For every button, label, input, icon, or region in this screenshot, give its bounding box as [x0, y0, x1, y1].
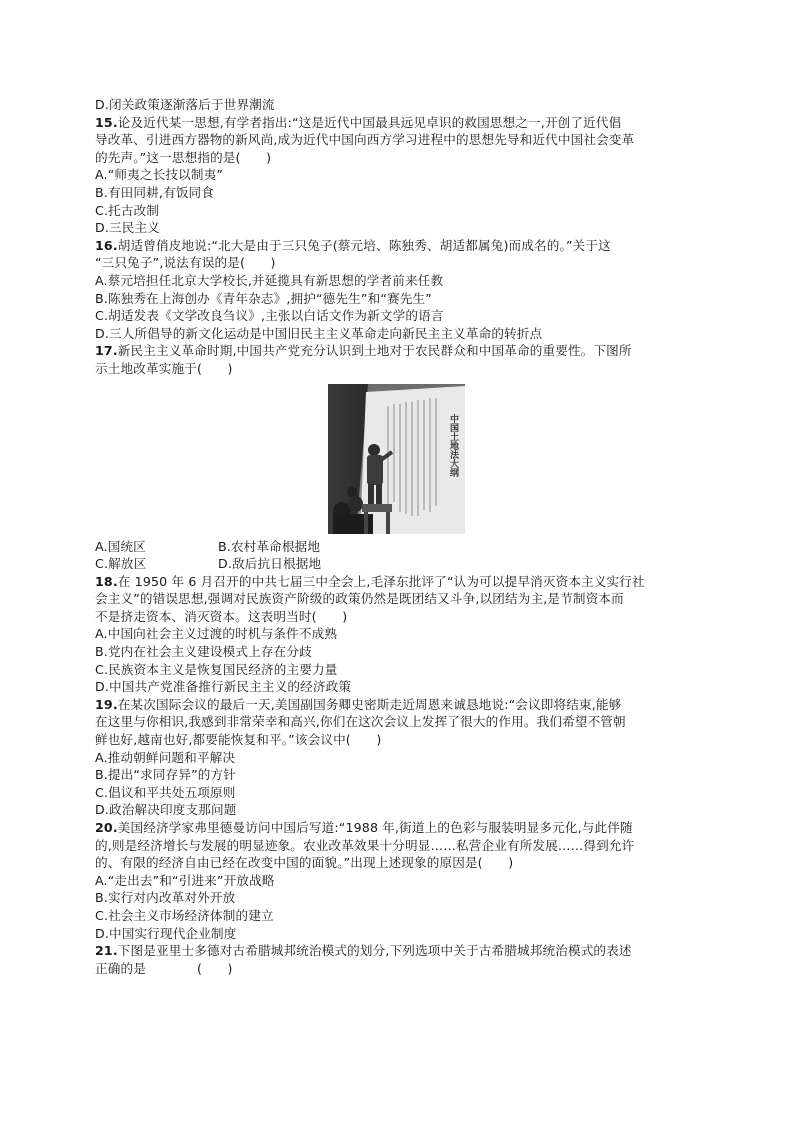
option-d: D.中国共产党准备推行新民主主义的经济政策	[95, 679, 352, 695]
question-15	[95, 114, 697, 237]
option-c: C.托古改制	[95, 202, 160, 218]
question-20	[95, 819, 697, 942]
question-stem: 正确的是 ( )	[95, 960, 233, 976]
option-d: D.政治解决印度支那问题	[95, 802, 237, 818]
option-b: B.提出“求同存异”的方针	[95, 767, 236, 783]
question-stem: 胡适曾俏皮地说:“北大是由于三只兔子(蔡元培、陈独秀、胡适都属兔)而成名的。”关于这	[117, 237, 611, 253]
question-stem: 会主义”的错误思想,强调对民族资产阶级的政策仍然是既团结又斗争,以团结为主,是节制资本而	[95, 591, 624, 607]
poster-title: 中国土地法大纲	[448, 413, 458, 477]
option-c: C.胡适发表《文学改良刍议》,主张以白话文作为新文学的语言	[95, 308, 444, 324]
option-b: B.农村革命根据地	[218, 538, 321, 554]
option-a: A.推动朝鲜问题和平解决	[95, 749, 236, 765]
question-stem: 美国经济学家弗里德曼访问中国后写道:“1988 年,街道上的色彩与服装明显多元化,与此伴随	[117, 820, 633, 835]
question-stem: 不是挤走资本、消灭资本。这表明当时( )	[95, 608, 348, 624]
option-b: B.实行对内改革对外开放	[95, 890, 236, 906]
question-stem: “三只兔子”,说法有误的是( )	[95, 255, 276, 271]
question-19	[95, 696, 697, 819]
question-number: 20.	[95, 820, 118, 835]
question-stem: 示土地改革实施于( )	[95, 360, 233, 376]
question-stem: 在某次国际会议的最后一天,美国副国务卿史密斯走近周恩来诚恳地说:“会议即将结束,能够	[117, 696, 622, 712]
option-a: A.蔡元培担任北京大学校长,并延揽具有新思想的学者前来任教	[95, 272, 444, 288]
photo-image	[328, 384, 465, 534]
question-21	[95, 942, 697, 977]
option-a: A.中国向社会主义过渡的时机与条件不成熟	[95, 626, 338, 642]
question-number: 21.	[95, 943, 118, 959]
question-number: 19.	[95, 696, 118, 712]
option-c: C.民族资本主义是恢复国民经济的主要力量	[95, 661, 338, 677]
question-number: 17.	[95, 343, 118, 359]
question-stem: 在这里与你相识,我感到非常荣幸和高兴,你们在这次会议上发挥了很大的作用。我们希望不管朝	[95, 714, 626, 730]
option-c: C.解放区	[95, 556, 147, 572]
option-c: C.倡议和平共处五项原则	[95, 784, 236, 800]
exam-page	[95, 96, 697, 977]
question-stem: 的、有限的经济自由已经在改变中国的面貌。”出现上述现象的原因是( )	[95, 855, 514, 871]
option-a: A.“师夷之长技以制夷”	[95, 167, 223, 183]
question-number: 15.	[95, 114, 118, 130]
question-stem: 鲜也好,越南也好,都要能恢复和平。”该会议中( )	[95, 732, 382, 748]
option-a: A.国统区	[95, 538, 146, 554]
option-b: B.陈独秀在上海创办《青年杂志》,拥护“德先生”和“赛先生”	[95, 290, 432, 306]
question-number: 18.	[95, 573, 118, 589]
option-a: A.“走出去”和“引进来”开放战略	[95, 872, 275, 888]
question-16	[95, 237, 697, 343]
question-stem: 下图是亚里士多德对古希腊城邦统治模式的划分,下列选项中关于古希腊城邦统治模式的表述	[117, 943, 632, 959]
question-stem: 在 1950 年 6 月召开的中共七届三中全会上,毛泽东批评了“认为可以提早消灭资本主义实行社	[117, 573, 645, 589]
question-stem: 导改革、引进西方器物的新风尚,成为近代中国向西方学习进程中的思想先导和近代中国社会变革	[95, 132, 635, 148]
option-c: C.社会主义市场经济体制的建立	[95, 907, 274, 923]
option-b: B.有田同耕,有饭同食	[95, 184, 215, 200]
option-b: B.党内在社会主义建设模式上存在分歧	[95, 644, 312, 660]
question-stem: 新民主主义革命时期,中国共产党充分认识到土地对于农民群众和中国革命的重要性。下图所	[117, 343, 632, 359]
option-d: D.三民主义	[95, 220, 160, 236]
question-stem: 的,则是经济增长与发展的明显迹象。农业改革效果十分明显……私营企业有所发展……得到允许	[95, 837, 635, 853]
option-d: D.中国实行现代企业制度	[95, 925, 237, 941]
option-d: D.三人所倡导的新文化运动是中国旧民主主义革命走向新民主主义革命的转折点	[95, 325, 543, 341]
land-reform-photo	[95, 384, 697, 534]
option-d-prev: D.闭关政策逐渐落后于世界潮流	[95, 97, 275, 112]
question-17	[95, 342, 697, 572]
question-number: 16.	[95, 237, 118, 253]
option-d: D.敌后抗日根据地	[218, 556, 322, 572]
question-stem: 论及近代某一思想,有学者指出:“这是近代中国最具远见卓识的救国思想之一,开创了近代倡	[117, 114, 622, 130]
question-stem: 的先声。”这一思想指的是( )	[95, 149, 272, 165]
question-18	[95, 573, 697, 696]
